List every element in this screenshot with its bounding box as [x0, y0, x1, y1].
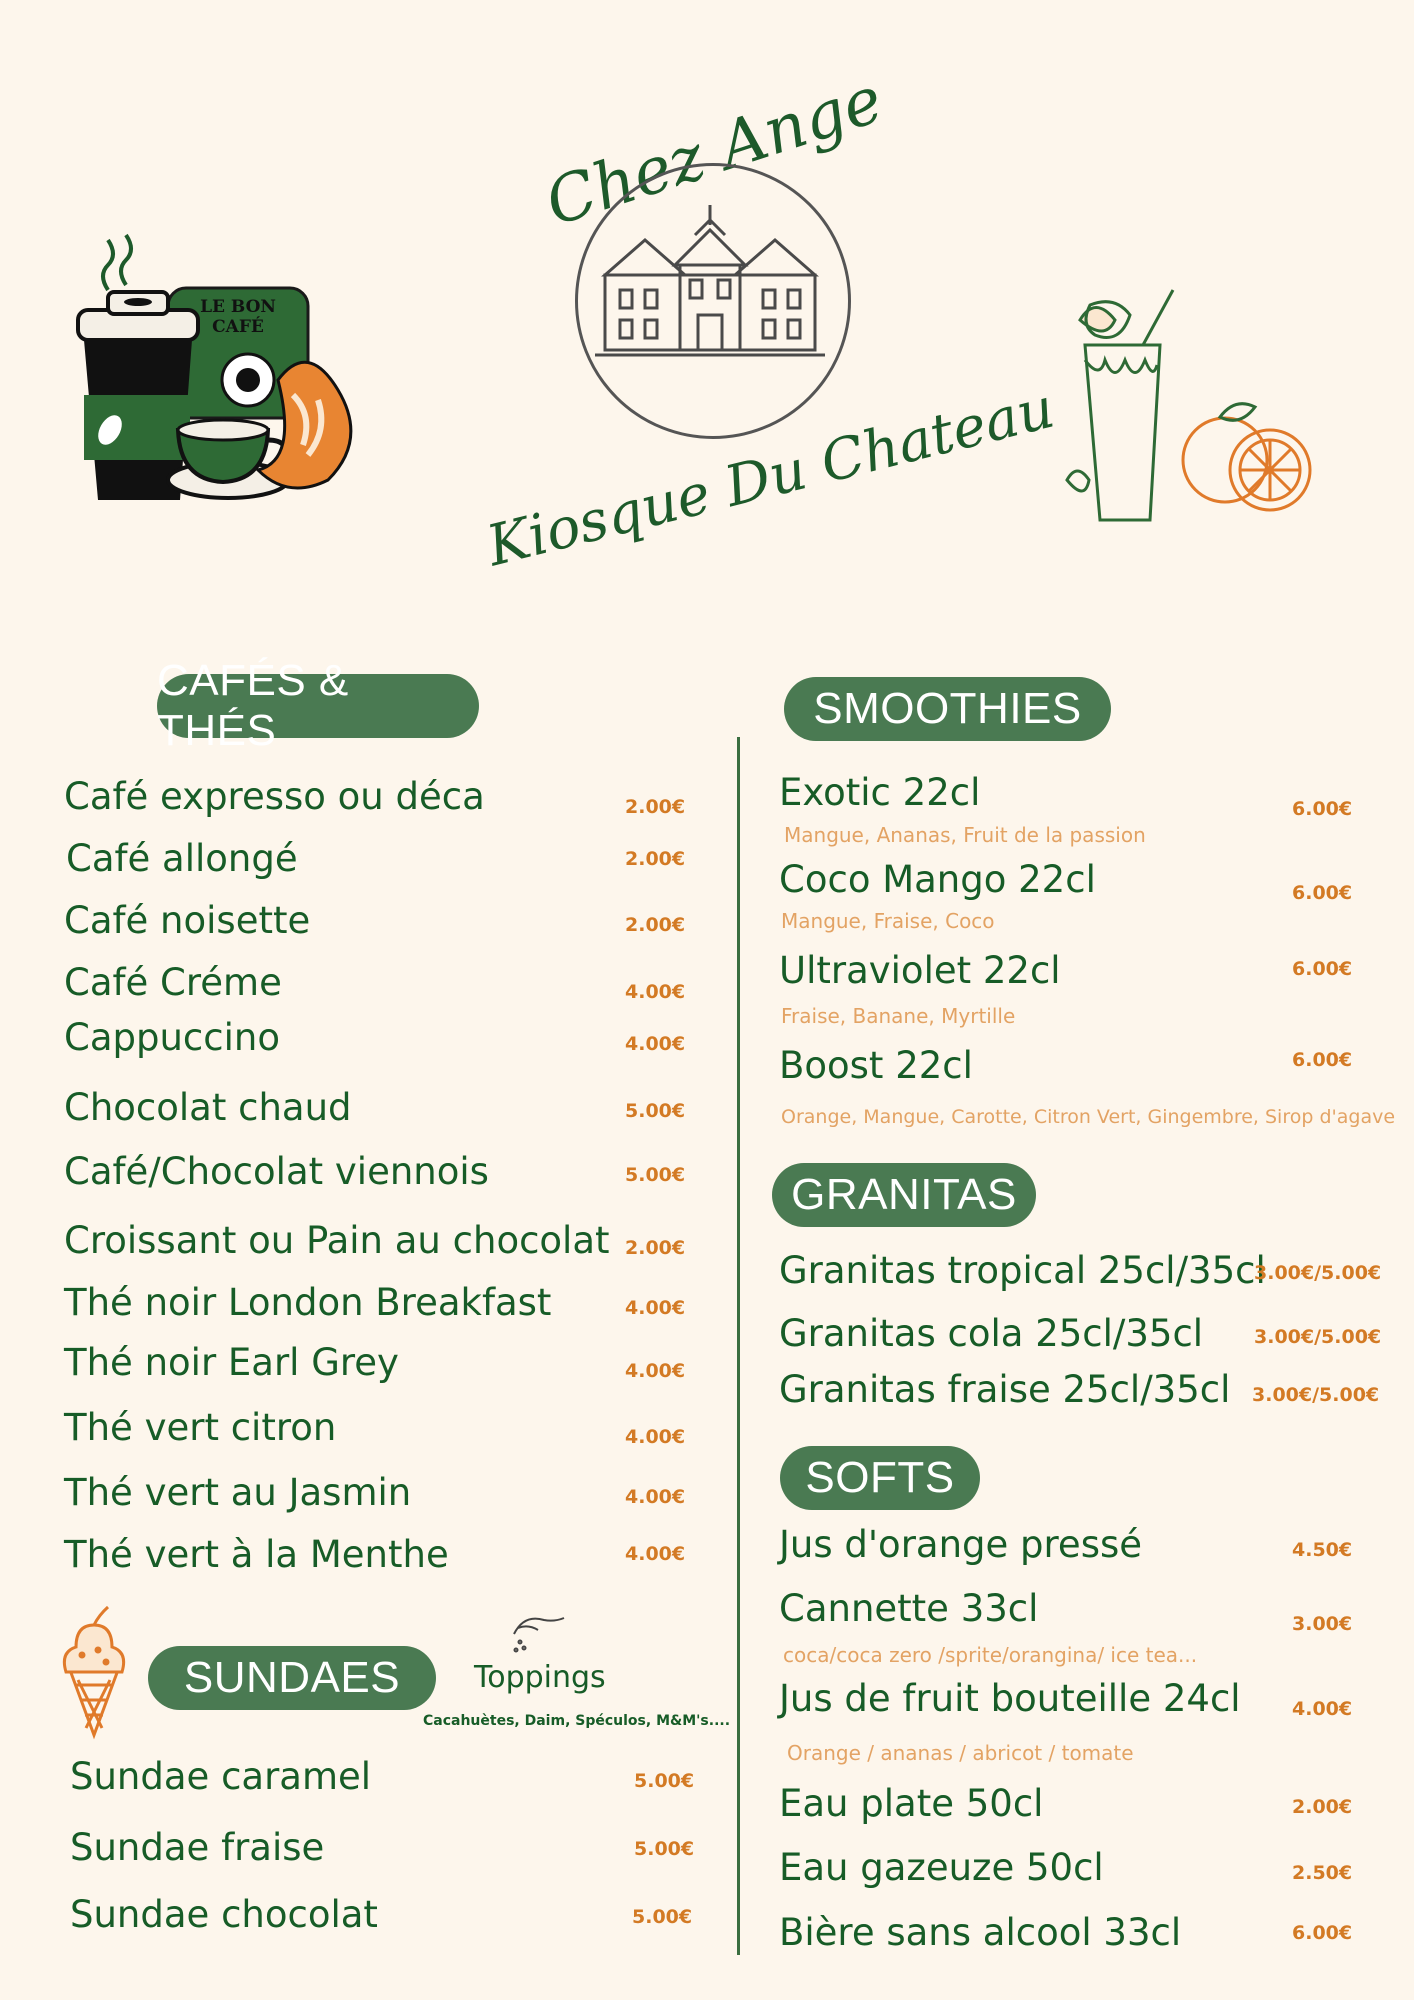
menu-item-price: 4.00€ [1292, 1698, 1353, 1720]
menu-item-price: 6.00€ [1292, 798, 1353, 820]
menu-item-description: Mangue, Ananas, Fruit de la passion [784, 823, 1146, 847]
section-title-softs: SOFTS [780, 1446, 980, 1510]
column-divider [737, 737, 740, 1955]
menu-item-price: 4.00€ [625, 1360, 686, 1382]
menu-item-name: Café noisette [64, 899, 311, 942]
menu-item-price: 2.00€ [625, 1237, 686, 1259]
orange-icon [1183, 404, 1310, 510]
menu-item-price: 5.00€ [634, 1838, 695, 1860]
menu-item-name: Granitas fraise 25cl/35cl [779, 1368, 1231, 1411]
menu-item-name: Granitas tropical 25cl/35cl [779, 1249, 1266, 1292]
logo [470, 55, 1061, 580]
menu-item-price: 4.00€ [625, 981, 686, 1003]
menu-item-name: Granitas cola 25cl/35cl [779, 1312, 1204, 1355]
menu-item-price: 6.00€ [1292, 958, 1353, 980]
cup-sign-line1: LE BON [200, 297, 276, 317]
menu-item-name: Café allongé [66, 837, 298, 880]
menu-item-price: 5.00€ [625, 1164, 686, 1186]
menu-item-price: 6.00€ [1292, 1922, 1353, 1944]
menu-item-description: Fraise, Banane, Myrtille [781, 1004, 1016, 1028]
smoothie-icon [1055, 285, 1325, 535]
menu-item-name: Thé vert à la Menthe [64, 1533, 449, 1576]
menu-item-price: 3.00€/5.00€ [1254, 1326, 1382, 1348]
cup-sign-line2: CAFÉ [212, 317, 264, 337]
menu-item-name: Eau gazeuze 50cl [779, 1846, 1104, 1889]
menu-item-price: 2.00€ [625, 914, 686, 936]
menu-item-name: Sundae caramel [70, 1755, 372, 1798]
coffee-illustration [68, 230, 388, 520]
section-title-granitas: GRANITAS [772, 1163, 1036, 1227]
menu-item-price: 5.00€ [625, 1100, 686, 1122]
menu-item-name: Jus d'orange pressé [779, 1523, 1143, 1566]
menu-item-price: 4.00€ [625, 1486, 686, 1508]
ice-cream-icon [58, 1600, 130, 1740]
castle-icon [585, 195, 835, 375]
menu-item-name: Thé vert au Jasmin [64, 1471, 412, 1514]
menu-item-price: 4.00€ [625, 1543, 686, 1565]
menu-item-description: Orange, Mangue, Carotte, Citron Vert, Gingembre, Sirop d'agave [781, 1106, 1396, 1128]
section-title-smoothies: SMOOTHIES [784, 677, 1111, 741]
menu-item-name: Thé noir Earl Grey [64, 1341, 399, 1384]
menu-item-name: Thé noir London Breakfast [64, 1281, 552, 1324]
toppings-subtitle: Cacahuètes, Daim, Spéculos, M&M's.... [423, 1713, 731, 1729]
menu-item-name: Thé vert citron [64, 1406, 337, 1449]
menu-item-name: Ultraviolet 22cl [779, 949, 1061, 992]
menu-item-price: 3.00€/5.00€ [1252, 1384, 1380, 1406]
menu-item-name: Eau plate 50cl [779, 1782, 1044, 1825]
menu-item-price: 4.00€ [625, 1033, 686, 1055]
menu-item-price: 2.00€ [625, 796, 686, 818]
menu-item-description: Mangue, Fraise, Coco [781, 909, 995, 933]
menu-item-name: Croissant ou Pain au chocolat [64, 1219, 610, 1262]
menu-item-name: Jus de fruit bouteille 24cl [779, 1677, 1241, 1720]
menu-item-name: Bière sans alcool 33cl [779, 1911, 1182, 1954]
menu-item-price: 3.00€/5.00€ [1254, 1262, 1382, 1284]
menu-item-name: Exotic 22cl [779, 771, 981, 814]
section-title-sundaes: SUNDAES [148, 1646, 436, 1710]
menu-item-name: Sundae chocolat [70, 1893, 378, 1936]
sprinkle-hand-icon [510, 1608, 566, 1654]
menu-item-price: 3.00€ [1292, 1613, 1353, 1635]
logo-bottom-text: Kiosque Du Chateau [480, 375, 1061, 580]
menu-item-price: 4.50€ [1292, 1539, 1353, 1561]
menu-item-name: Café/Chocolat viennois [64, 1150, 489, 1193]
menu-item-price: 6.00€ [1292, 1049, 1353, 1071]
logo-top-text: Chez Ange [537, 62, 892, 242]
menu-item-description: coca/coca zero /sprite/orangina/ ice tea... [783, 1643, 1198, 1667]
menu-item-price: 4.00€ [625, 1426, 686, 1448]
menu-item-name: Cannette 33cl [779, 1587, 1039, 1630]
menu-item-price: 2.00€ [625, 848, 686, 870]
menu-item-name: Café Créme [64, 961, 282, 1004]
menu-item-price: 6.00€ [1292, 882, 1353, 904]
menu-item-name: Chocolat chaud [64, 1086, 352, 1129]
menu-item-price: 2.00€ [1292, 1796, 1353, 1818]
menu-item-description: Orange / ananas / abricot / tomate [787, 1741, 1134, 1765]
toppings-title: Toppings [474, 1660, 606, 1695]
menu-item-name: Café expresso ou déca [64, 775, 485, 818]
smoothie-illustration [1055, 285, 1325, 535]
menu-item-price: 4.00€ [625, 1297, 686, 1319]
menu-item-price: 5.00€ [634, 1770, 695, 1792]
menu-item-price: 5.00€ [632, 1906, 693, 1928]
menu-item-name: Cappuccino [64, 1016, 280, 1059]
menu-item-price: 2.50€ [1292, 1862, 1353, 1884]
menu-item-name: Boost 22cl [779, 1044, 973, 1087]
section-title-cafes: CAFÉS & THÉS [157, 674, 479, 738]
menu-item-name: Coco Mango 22cl [779, 858, 1096, 901]
menu-item-name: Sundae fraise [70, 1826, 325, 1869]
coffee-cup-icon [68, 230, 388, 520]
